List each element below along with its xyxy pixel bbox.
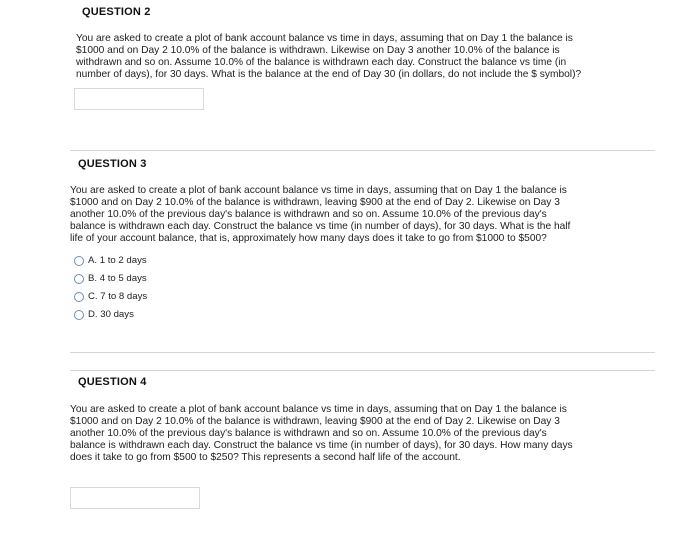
option-d[interactable]: [74, 309, 134, 320]
question-2-answer-input[interactable]: [74, 88, 204, 110]
option-c[interactable]: [74, 291, 147, 302]
divider: [70, 150, 655, 151]
question-4-line: You are asked to create a plot of bank account balance vs time in days, assuming that on Day 1 the balance is: [70, 404, 567, 415]
option-a[interactable]: [74, 255, 147, 266]
option-label: A. 1 to 2 days: [88, 255, 147, 266]
question-4-answer-input[interactable]: [70, 487, 200, 509]
question-3-title: QUESTION 3: [78, 158, 147, 170]
question-3-line: balance is withdrawn each day. Construct the balance vs time (in number of days), for 30 days. What is the half: [70, 221, 571, 232]
question-4-line: does it take to go from $500 to $250? This represents a second half life of the account.: [70, 452, 461, 463]
option-label: B. 4 to 5 days: [88, 273, 147, 284]
question-2-title: QUESTION 2: [82, 6, 151, 18]
question-4-line: $1000 and on Day 2 10.0% of the balance is withdrawn, leaving $900 at the end of Day 2. Likewise on Day 3: [70, 416, 560, 427]
question-2-line: You are asked to create a plot of bank account balance vs time in days, assuming that on Day 1 the balance is: [76, 33, 573, 44]
question-2-line: $1000 and on Day 2 10.0% of the balance is withdrawn. Likewise on Day 3 another 10.0% of the balance is: [76, 45, 560, 56]
radio-icon[interactable]: [74, 292, 84, 302]
question-4-title: QUESTION 4: [78, 376, 147, 388]
question-3-line: another 10.0% of the previous day's balance is withdrawn and so on. Assume 10.0% of the previous day's: [70, 209, 547, 220]
question-4-line: another 10.0% of the previous day's balance is withdrawn and so on. Assume 10.0% of the previous day's: [70, 428, 547, 439]
question-3-line: $1000 and on Day 2 10.0% of the balance is withdrawn, leaving $900 at the end of Day 2. Likewise on Day 3: [70, 197, 560, 208]
option-label: D. 30 days: [88, 309, 134, 320]
question-4-line: balance is withdrawn each day. Construct the balance vs time (in number of days), for 30 days. How many days: [70, 440, 573, 451]
option-b[interactable]: [74, 273, 147, 284]
radio-icon[interactable]: [74, 274, 84, 284]
question-2-line: withdrawn and so on. Assume 10.0% of the balance is withdrawn each day. Construct the balance vs time (in: [76, 57, 567, 68]
divider: [70, 352, 655, 353]
question-2-line: number of days), for 30 days. What is the balance at the end of Day 30 (in dollars, do not include the $ symbol)?: [76, 69, 582, 80]
radio-icon[interactable]: [74, 310, 84, 320]
question-3-line: life of your account balance, that is, approximately how many days does it take to go from $1000 to $500?: [70, 233, 547, 244]
divider: [70, 370, 655, 371]
radio-icon[interactable]: [74, 256, 84, 266]
question-3-line: You are asked to create a plot of bank account balance vs time in days, assuming that on Day 1 the balance is: [70, 185, 567, 196]
option-label: C. 7 to 8 days: [88, 291, 148, 302]
